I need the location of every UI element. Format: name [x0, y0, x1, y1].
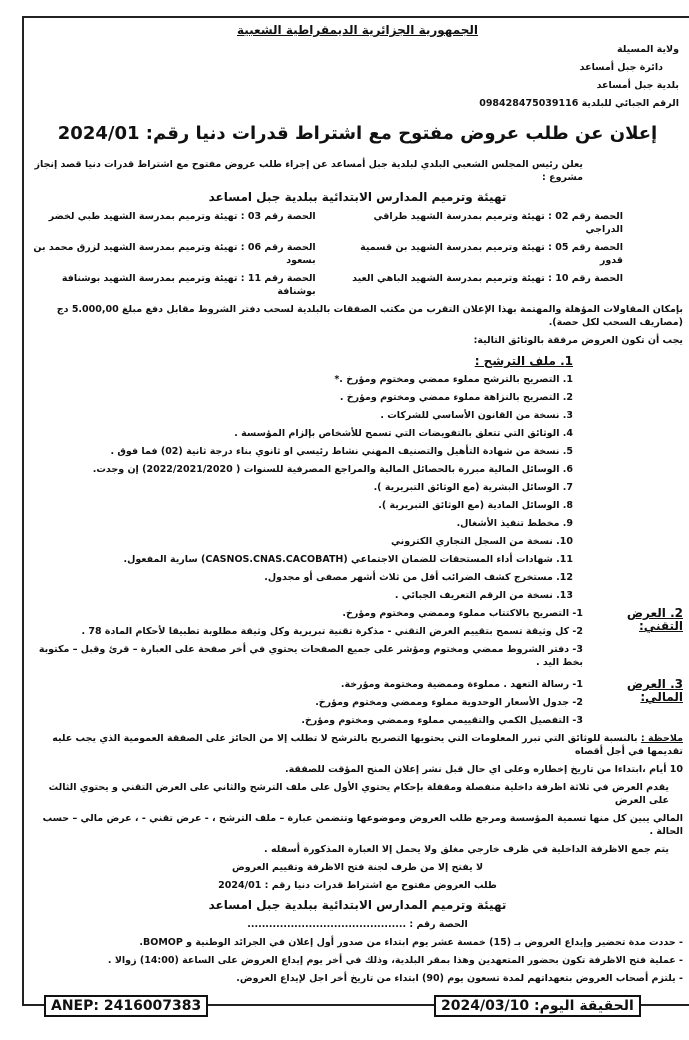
note-text: بالنسبة للوثائق التي تبرر المعلومات التي يحتويها التصريح بالترشح لا تطلب إلا من الحائز على الصفقة العمومية الذي يجب عليه تقديمها في أجل أقصاه	[52, 733, 683, 757]
bullet-item: - حددت مدة تحضير وإيداع العروض بـ (15) خمسة عشر يوم ابتداء من صدور أول إعلان في الجرائد الوطنية و BOMOP.	[139, 937, 683, 948]
tax-id: الرقم الجبائي للبلدية 098428475039116	[479, 98, 679, 109]
financial-item: 3- التفصيل الكمي والتقييمي مملوء وممضي ومختوم ومؤرخ.	[301, 715, 583, 726]
bullet-item: - يلتزم أصحاب العروض بتعهداتهم لمدة تسعون يوم (90) ابتداء من تاريخ أخر اجل لإيداع العروض.	[236, 973, 683, 984]
candidacy-item: 8. الوسائل المادية (مع الوثائق التبريرية ).	[378, 500, 573, 511]
candidacy-item: 9. مخطط تنفيذ الأشغال.	[456, 518, 573, 529]
envelope-line-1: لا يفتح إلا من طرف لجنة فتح الاظرفة وتقييم العروض	[231, 862, 484, 873]
lot-03: الحصة رقم 03 : تهيئة وترميم بمدرسة الشهيد طبي لخضر	[48, 211, 316, 222]
newspaper-date-stamp	[434, 995, 641, 1017]
candidacy-item: 5. نسخة من شهادة التأهيل والتصنيف المهني نشاط رئيسي او ثانوي بناء درجة ثانية (02) فما فوق .	[110, 446, 573, 457]
section-financial-title: 3. العرض المالي:	[626, 677, 683, 704]
lot-06: الحصة رقم 06 : تهيئة وترميم بمدرسة الشهيد لزرق محمد بن بسعود	[33, 242, 316, 266]
envelope-lot: الحصة رقم : ............................................	[247, 919, 468, 930]
newspaper-name: الحقيقة اليوم:	[534, 998, 634, 1014]
daira: دائرة جبل أمساعد	[579, 62, 663, 73]
section-technical-title: 2. العرض التقني:	[626, 606, 683, 633]
document-border	[22, 16, 689, 1006]
technical-item: 1- التصريح بالاكتتاب مملوء وممضي ومختوم ومؤرخ.	[342, 608, 583, 619]
section-financial	[32, 678, 683, 732]
candidacy-item: 3. نسخة من القانون الأساسي للشركات .	[380, 410, 573, 421]
must-text: يجب أن تكون العروض مرفقة بالوثائق التالية:	[473, 335, 683, 346]
lots-list	[32, 210, 683, 303]
page-title: إعلان عن طلب عروض مفتوح مع اشتراط قدرات دنيا رقم: 2024/01	[57, 123, 658, 144]
note-text-2: 10 أيام ،ابتداءا من تاريخ إخطاره وعلى اي حال قبل نشر إعلان المنح المؤقت للصفقة.	[285, 764, 683, 775]
lot-11: الحصة رقم 11 : تهيئة وترميم بمدرسة الشهيد بوشنافة بوشنافة	[61, 273, 316, 297]
technical-item: 2- كل وثيقة تسمح بتقييم العرض التقني - مذكرة تقنية تبريرية وكل وثيقة مطلوبة تطبيقا لأحكام المادة 78 .	[81, 626, 583, 637]
publication-date: 2024/03/10	[441, 998, 530, 1014]
candidacy-item: 4. الوثائق التي تتعلق بالتفويضات التي تسمح للأشخاص بإلزام المؤسسة .	[234, 428, 573, 439]
footer	[22, 995, 689, 1017]
envelope-line-2: طلب العروض مفتوح مع اشتراط قدرات دنيا رقم : 2024/01	[218, 880, 497, 891]
candidacy-item: 12. مستخرج كشف الضرائب أقل من ثلاث أشهر مصفى أو مجدول.	[264, 572, 573, 583]
wilaya: ولاية المسيلة	[617, 44, 679, 55]
anep-number: ANEP: 2416007383	[44, 995, 208, 1017]
section-technical	[32, 607, 683, 674]
republic-header: الجمهورية الجزائرية الديمقراطية الشعبية	[236, 23, 479, 37]
bullet-item: - عملية فتح الاظرفة تكون بحضور المتعهدين وهذا بمقر البلدية، وذلك في أخر يوم إيداع العروض على الساعة (14:00) زوالا .	[107, 955, 683, 966]
candidacy-item: 1. التصريح بالترشح مملوء ممضي ومختوم ومؤرخ .*	[334, 374, 573, 385]
envelope-paragraph-2: المالي يبين كل منها تسمية المؤسسة ومرجع طلب العروض وموضوعها وتتضمن عبارة – ملف الترشح ، - عرض تقني - ، عرض مالي – حسب الحالة .	[42, 813, 683, 837]
envelope-paragraph-1: يقدم العرض في ثلاثة اظرفة داخلية منفصلة ومقفلة بإحكام يحتوي الأول على ملف الترشح والثاني على العرض التقني و يحتوي الثالث على العرض	[48, 782, 669, 806]
project-title: تهيئة وترميم المدارس الابتدائية ببلدية جبل امساعد	[208, 190, 507, 204]
section-candidacy-title: 1. ملف الترشح :	[474, 354, 573, 368]
commune: بلدية جبل أمساعد	[596, 80, 679, 91]
candidacy-item: 11. شهادات أداء المستحقات للضمان الاجتماعي (CASNOS.CNAS.CACOBATH) سارية المفعول.	[123, 554, 573, 565]
lot-05: الحصة رقم 05 : تهيئة وترميم بمدرسة الشهيد بن قسمية قدور	[360, 242, 623, 266]
intro: يعلن رئيس المجلس الشعبي البلدي لبلدية جبل أمساعد عن إجراء طلب عروض مفتوح مع اشتراط قدرات دنيا قصد إنجاز مشروع :	[34, 159, 583, 183]
candidacy-item: 2. التصريح بالنزاهة مملوء ممضي ومختوم ومؤرخ .	[339, 392, 573, 403]
technical-item: 3- دفتر الشروط ممضي ومختوم ومؤشر على جميع الصفحات يحتوي في أخر صفحة على العبارة – قرئ وقبل – مكتوبة بخط اليد .	[38, 644, 583, 668]
lot-02: الحصة رقم 02 : تهيئة وترميم بمدرسة الشهيد طراقي الدراجي	[373, 211, 623, 235]
candidacy-list	[32, 373, 683, 602]
candidacy-item: 6. الوسائل المالية مبررة بالحصائل المالية والمراجع المصرفية للسنوات ( 2022/2021/2020) إن وجدت.	[92, 464, 573, 475]
note-label: ملاحظة :	[640, 733, 683, 744]
candidacy-item: 13. نسخة من الرقم التعريف الجبائي .	[394, 590, 573, 601]
envelope-project: تهيئة وترميم المدارس الابتدائية ببلدية جبل امساعد	[208, 898, 507, 912]
lot-10: الحصة رقم 10 : تهيئة وترميم بمدرسة الشهيد الباهي العيد	[352, 273, 623, 284]
financial-item: 1- رسالة التعهد . مملوءة وممضية ومختومة ومؤرخة.	[340, 679, 583, 690]
candidacy-item: 10. نسخة من السجل التجاري الكتروني	[391, 536, 573, 547]
candidacy-item: 7. الوسائل البشرية (مع الوثائق التبريرية ).	[373, 482, 573, 493]
envelope-paragraph-3: يتم جمع الاظرفة الداخلية في ظرف خارجي مغلق ولا يحمل إلا العبارة المذكورة أسفله .	[264, 844, 669, 855]
financial-item: 2- جدول الأسعار الوحدوية مملوء وممضي ومختوم ومؤرخ.	[315, 697, 583, 708]
access-text: بإمكان المقاولات المؤهلة والمهتمة بهذا الإعلان التقرب من مكتب الصفقات بالبلدية لسحب دفتر الشروط مقابل دفع مبلغ 5.000,00 دج (مصاريف السحب لكل حصة).	[56, 304, 683, 328]
